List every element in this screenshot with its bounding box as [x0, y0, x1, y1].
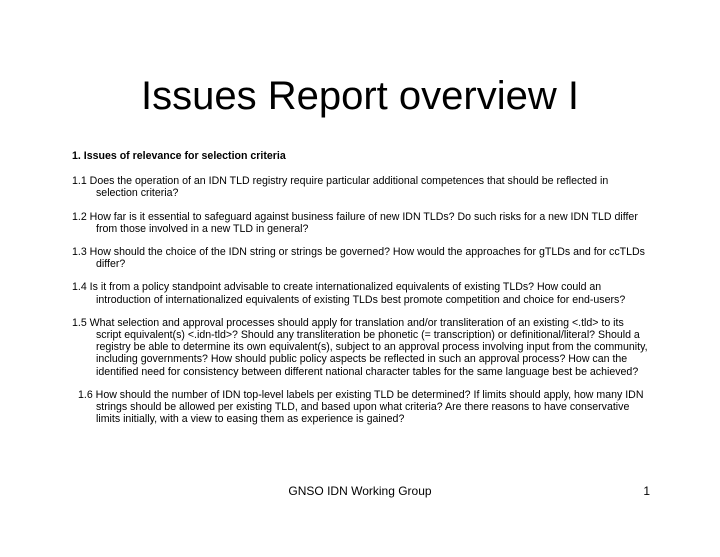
- slide-title: Issues Report overview I: [141, 74, 579, 118]
- issue-item-1-5: 1.5 What selection and approval processes should apply for translation and/or transliteration of an existing <.tld> to its script equivalent(s) <.idn-tld>? Should any transliteration be phonetic (= transcription) or definitional/literal? Should a registry be able to determine its own equivalent(s), subject to an approval process involving input from the community, including governments? How should public policy aspects be reflected in such an approval process? How can the identified need for consistency between different national character tables for the same language best be achieved?: [72, 316, 648, 378]
- slide-body: [72, 150, 652, 436]
- footer-text: GNSO IDN Working Group: [288, 484, 432, 498]
- issue-item-1-4: 1.4 Is it from a policy standpoint advisable to create internationalized equivalents of existing TLDs? How could an introduction of internationalized equivalents of existing TLDs best promote competition and choice for end-users?: [72, 281, 626, 306]
- issue-item-1-1: 1.1 Does the operation of an IDN TLD registry require particular additional competences that should be reflected in selection criteria?: [72, 175, 609, 200]
- page-number: 1: [643, 484, 650, 498]
- section-heading: 1. Issues of relevance for selection criteria: [72, 150, 286, 162]
- issue-item-1-3: 1.3 How should the choice of the IDN string or strings be governed? How would the approaches for gTLDs and for ccTLDs differ?: [72, 246, 645, 271]
- issue-item-1-6: 1.6 How should the number of IDN top-level labels per existing TLD be determined? If limits should apply, how many IDN strings should be allowed per existing TLD, and based upon what criteria? Are there reasons to have conservative limits initially, with a view to easing them as experience is gained?: [78, 388, 644, 426]
- issue-item-1-2: 1.2 How far is it essential to safeguard against business failure of new IDN TLDs? Do such risks for a new IDN TLD differ from those involved in a new TLD in general?: [72, 210, 638, 235]
